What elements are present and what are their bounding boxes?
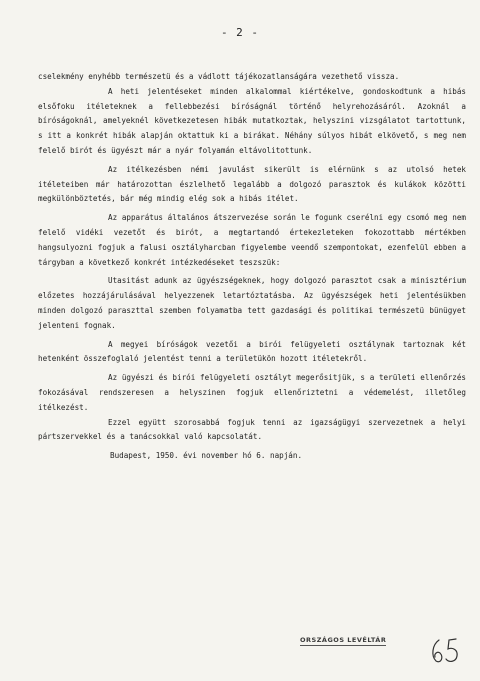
archive-stamp: ORSZÁGOS LEVÉLTÁR (300, 636, 387, 644)
paragraph-8: Ezzel együtt szorosabbá fogjuk tenni az igazságügyi szervezetnek a helyi pártszervekkel és a tanácsokkal való kapcsolatát. (38, 417, 466, 442)
paragraph-5: Utasitást adunk az ügyészségeknek, hogy dolgozó parasztot csak a minisztérium előzetes hozzájárulásával helyezzenek letartóztatásba. Az ügyészségek heti jelentésükben minden dolgozó paraszttal szemben folyamatba tett gazdasági és politikai természetü bünügyet jelenteni fognak. (38, 276, 466, 330)
paragraph-4: Az apparátus általános átszervezése során le fogunk cserélni egy csomó meg nem felelő vidéki vezetőt és birót, a megtartandó értekezleteken fokozottabb mértékben hangsulyozni fogjuk a falusi osztályharcban figyelembe veendő szempontokat, ezenfelül ebben a tárgyban a következő konkrét intézkedéseket teszszük: (38, 213, 466, 267)
paragraph-3: Az itélkezésben némi javulást sikerült is elérnünk s az utolsó hetek itéleteiben már határozottan észlelhető legalább a dolgozó parasztok és kulákok közötti megkülönböztetés, bár még mindig elég sok a hibás itélet. (38, 164, 466, 204)
paragraph-6: A megyei bíróságok vezetői a birói felügyeleti osztálynak tartoznak két hetenként összefoglaló jelentést tenni a területükön hozott itéletekről. (38, 339, 466, 364)
date-line: Budapest, 1950. évi november hó 6. napján. (110, 451, 303, 461)
page-number: - 2 - (220, 26, 260, 39)
document-body (38, 70, 466, 464)
paragraph-7: Az ügyészi és birói felügyeleti osztályt megerősitjük, s a területi ellenőrzés fokozásával rendszeresen a helyszinen fogjuk ellenőriztetni a védemelést, illetőleg itélkezést. (38, 373, 466, 412)
paragraph-2: A heti jelentéseket minden alkalommal kiértékelve, gondoskodtunk a hibás elsőfoku itéleteknek a fellebbezési bíróságnál történő helyrehozásáról. Azoknál a bíróságoknál, amelyeknél következetesen hibák mutatkoztak, helyszini vizsgálatot tartottunk, s itt a konkrét hibák alapján oktattuk ki a birákat. Néhány súlyos hibát elkövető, s meg nem felelő birót és ügyészt már a nyár folyamán eltávolitottunk. (38, 86, 466, 155)
handwritten-page-mark (428, 636, 464, 666)
paragraph-1: cselekmény enyhébb természetü és a vádlott tájékozatlanságára vezethető vissza. (38, 72, 400, 81)
